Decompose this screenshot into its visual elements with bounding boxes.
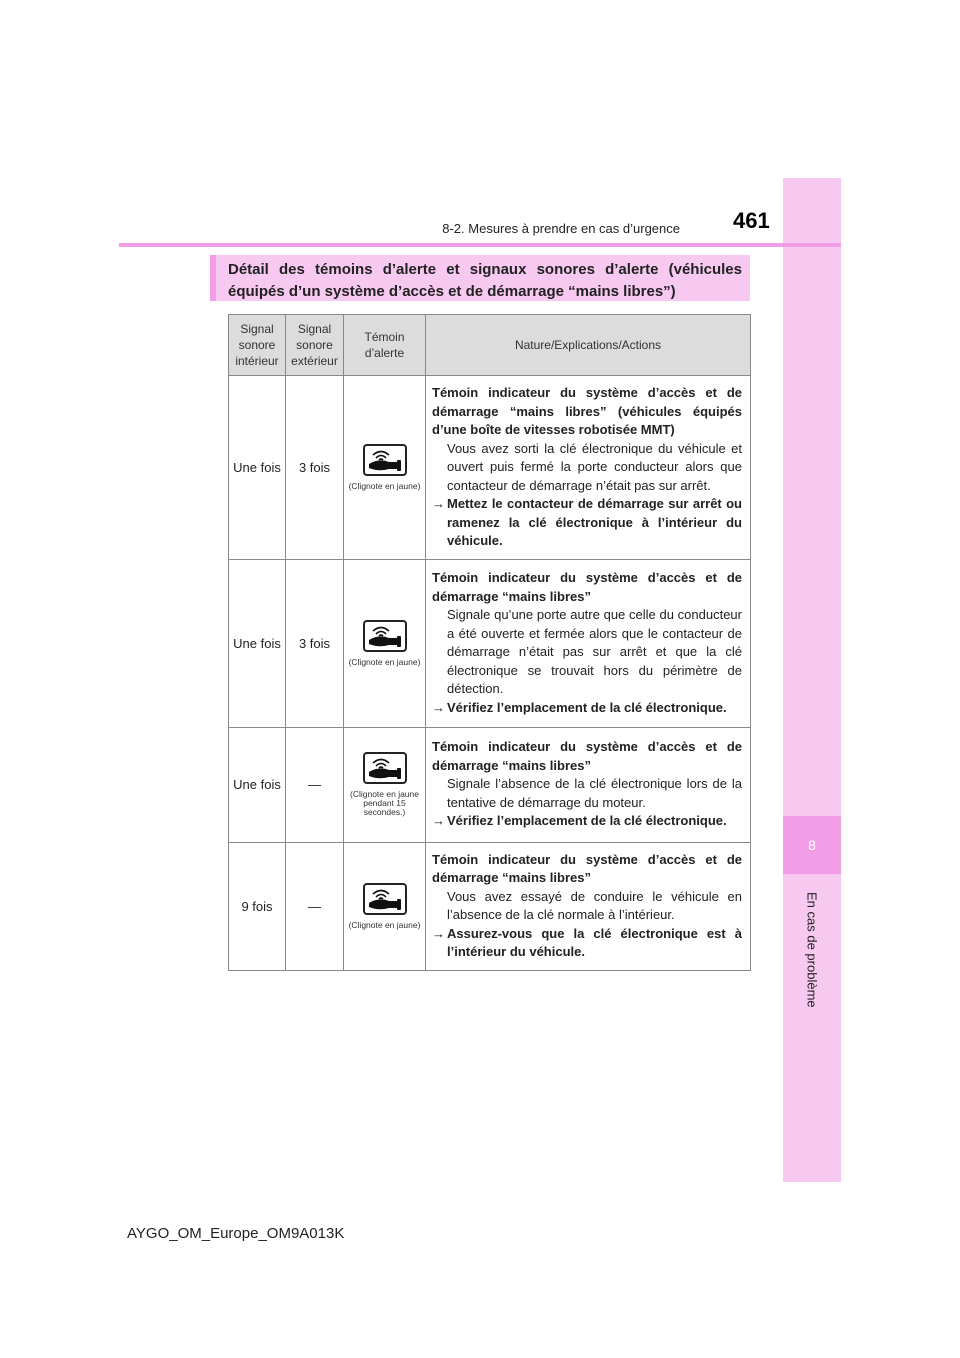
- header-rule: [119, 243, 841, 247]
- detail-action: [432, 495, 742, 551]
- detail-action: [432, 699, 742, 718]
- exterior-buzzer-cell: —: [286, 842, 344, 970]
- detail-action-text: Mettez le contacteur de démarrage sur arrêt ou ramenez la clé électronique à l’intérieur du véhicule.: [447, 496, 742, 548]
- detail-title: Témoin indicateur du système d’accès et de démarrage “mains libres”: [432, 570, 742, 604]
- arrow-icon: →: [432, 699, 445, 715]
- detail-explanation: Signale l’absence de la clé électronique lors de la tentative de démarrage du moteur.: [447, 776, 742, 810]
- exterior-buzzer-cell: 3 fois: [286, 559, 344, 727]
- interior-buzzer-cell: Une fois: [229, 727, 286, 842]
- header-warning-light: Témoin d’alerte: [344, 315, 426, 376]
- page-number: 461: [733, 208, 770, 233]
- arrow-icon: →: [432, 496, 445, 511]
- arrow-icon: →: [432, 813, 445, 829]
- warning-light-cell: [344, 842, 426, 970]
- details-cell: [426, 559, 751, 727]
- header-exterior-buzzer: Signal sonore extérieur: [286, 315, 344, 376]
- lamp-caption: (Clignote en jaune): [348, 919, 421, 930]
- interior-buzzer-cell: Une fois: [229, 559, 286, 727]
- table-row: [229, 727, 751, 842]
- warning-light-cell: [344, 559, 426, 727]
- smart-key-warning-icon: [363, 620, 407, 652]
- interior-buzzer-cell: 9 fois: [229, 842, 286, 970]
- detail-action-text: Vérifiez l’emplacement de la clé électronique.: [447, 699, 727, 715]
- section-title: Détail des témoins d’alerte et signaux sonores d’alerte (véhicules équipés d’un système d’accès et de démarrage “mains libres”): [210, 255, 750, 301]
- table-row: [229, 376, 751, 560]
- detail-action: [432, 925, 742, 962]
- warning-light-cell: [344, 727, 426, 842]
- detail-title: Témoin indicateur du système d’accès et de démarrage “mains libres”: [432, 739, 742, 773]
- header-interior-buzzer: Signal sonore intérieur: [229, 315, 286, 376]
- side-tab: [783, 178, 841, 1182]
- smart-key-warning-icon: [363, 752, 407, 784]
- detail-explanation: Signale qu’une porte autre que celle du conducteur a été ouverte et fermée alors que le contacteur de démarrage n’était pas sur arrêt et que la clé électronique se trouvait hors du périmètre de détection.: [447, 607, 742, 696]
- details-cell: [426, 727, 751, 842]
- header-details: Nature/Explications/Actions: [426, 315, 751, 376]
- exterior-buzzer-cell: —: [286, 727, 344, 842]
- document-code: AYGO_OM_Europe_OM9A013K: [127, 1225, 345, 1242]
- detail-action: [432, 812, 742, 831]
- table-row: [229, 842, 751, 970]
- detail-action-text: Vérifiez l’emplacement de la clé électronique.: [447, 813, 727, 829]
- lamp-caption: (Clignote en jaune pendant 15 secondes.): [350, 789, 419, 817]
- detail-explanation: Vous avez essayé de conduire le véhicule en l’absence de la clé normale à l’intérieur.: [447, 888, 742, 922]
- detail-title: Témoin indicateur du système d’accès et de démarrage “mains libres”: [432, 851, 742, 885]
- chapter-label: En cas de problème: [804, 892, 820, 1008]
- details-cell: [426, 842, 751, 970]
- interior-buzzer-cell: Une fois: [229, 376, 286, 560]
- lamp-caption: (Clignote en jaune): [348, 480, 421, 491]
- smart-key-warning-icon: [363, 883, 407, 915]
- smart-key-warning-icon: [363, 444, 407, 476]
- detail-action-text: Assurez-vous que la clé électronique est à l’intérieur du véhicule.: [447, 925, 742, 959]
- detail-title: Témoin indicateur du système d’accès et de démarrage “mains libres” (véhicules équipés d’une boîte de vitesses robotisée MMT): [432, 385, 742, 437]
- chapter-number: 8: [783, 816, 841, 874]
- table-header-row: [229, 315, 751, 376]
- running-header: 8-2. Mesures à prendre en cas d’urgence: [442, 221, 680, 236]
- warning-table: [228, 314, 751, 971]
- warning-light-cell: [344, 376, 426, 560]
- detail-explanation: Vous avez sorti la clé électronique du véhicule et ouvert puis fermé la porte conducteur alors que contacteur de démarrage n’était pas sur arrêt.: [447, 440, 742, 493]
- arrow-icon: →: [432, 925, 445, 941]
- exterior-buzzer-cell: 3 fois: [286, 376, 344, 560]
- lamp-caption: (Clignote en jaune): [348, 656, 421, 667]
- table-row: [229, 559, 751, 727]
- details-cell: [426, 376, 751, 560]
